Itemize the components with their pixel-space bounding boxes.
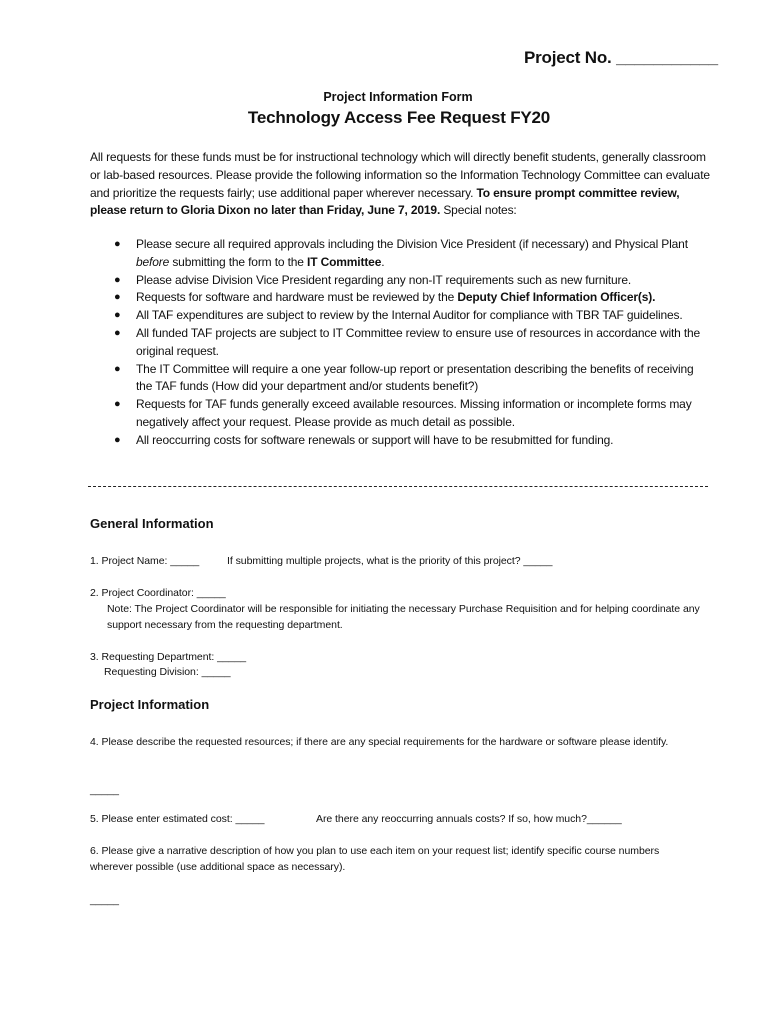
project-priority-field[interactable]: If submitting multiple projects, what is the priority of this project? _____: [227, 555, 553, 567]
note-text: Please secure all required approvals including the Division Vice President (if necessary) and Physical Plant: [136, 237, 688, 251]
list-item: [90, 396, 710, 432]
note-bold: IT Committee: [307, 254, 382, 269]
note-text: The IT Committee will require a one year follow-up report or presentation describing the benefits of receiving the TAF funds (How did your department and/or students benefit?): [136, 361, 694, 394]
recurring-cost-field[interactable]: Are there any reoccurring annuals costs? If so, how much?______: [316, 813, 622, 825]
bullet-icon: ●: [114, 291, 121, 304]
resources-question: 4. Please describe the requested resources; if there are any special requirements for the hardware or software please identify.: [90, 736, 669, 748]
note-text: All funded TAF projects are subject to IT Committee review to ensure use of resources in accordance with the original request.: [136, 325, 701, 358]
intro-paragraph: [90, 149, 712, 220]
note-text: All TAF expenditures are subject to review by the Internal Auditor for compliance with TBR TAF guidelines.: [136, 308, 683, 323]
project-info-heading: Project Information: [90, 697, 210, 712]
bullet-icon: ●: [114, 238, 121, 250]
bullet-icon: ●: [114, 362, 121, 375]
project-name-field[interactable]: 1. Project Name: _____: [90, 555, 200, 567]
bullet-icon: ●: [114, 398, 121, 411]
note-text: .: [381, 254, 385, 269]
note-text: Requests for TAF funds generally exceed available resources. Missing information or incomplete forms may negatively affect your request. Please provide as much detail as possible.: [136, 397, 692, 429]
list-item: [90, 236, 710, 272]
list-item: [90, 272, 710, 290]
bullet-icon: ●: [114, 326, 121, 339]
note-text: submitting the form to the: [169, 254, 308, 269]
bullet-icon: ●: [114, 309, 121, 322]
list-item: [90, 325, 710, 361]
note-text: Requests for software and hardware must be reviewed by the: [136, 290, 458, 305]
deadline-text: To ensure prompt committee review, please return to Gloria Dixon no later than Friday, June 7, 2019.: [90, 185, 680, 218]
list-item: [90, 432, 710, 450]
page-title: Technology Access Fee Request FY20: [247, 108, 551, 127]
project-coordinator-field[interactable]: 2. Project Coordinator: _____: [90, 587, 226, 599]
dashed-divider: [88, 486, 708, 487]
note-text: All reoccurring costs for software renewals or support will have to be resubmitted for funding.: [136, 432, 614, 447]
special-notes-list: [90, 236, 710, 450]
narrative-question: 6. Please give a narrative description of how you plan to use each item on your request list; identify specific course numbers wherever possible (use additional space as necessary).: [90, 845, 660, 873]
special-notes-label: Special notes:: [440, 203, 517, 218]
narrative-answer-field[interactable]: _____: [90, 894, 119, 906]
bullet-icon: ●: [114, 273, 121, 286]
resources-answer-field[interactable]: _____: [90, 784, 119, 796]
list-item: [90, 361, 710, 397]
form-label: Project Information Form: [323, 90, 473, 104]
bullet-icon: ●: [114, 433, 121, 446]
intro-text: All requests for these funds must be for instructional technology which will directly benefit students, generally classroom or lab-based resources. Please provide the following information so the Information Technology Committee can evaluate and prioritize the requests fairly; use additional paper wherever necessary.: [90, 150, 710, 200]
estimated-cost-field[interactable]: 5. Please enter estimated cost: _____: [90, 813, 265, 825]
list-item: [90, 289, 710, 307]
list-item: [90, 307, 710, 325]
general-info-heading: General Information: [90, 516, 214, 531]
requesting-division-field[interactable]: Requesting Division: _____: [104, 666, 231, 678]
coordinator-note: Note: The Project Coordinator will be responsible for initiating the necessary Purchase Requisition and for helping coordinate any support necessary from the requesting department.: [107, 603, 700, 631]
note-bold: Deputy Chief Information Officer(s).: [457, 290, 656, 305]
note-italic: before: [136, 254, 170, 269]
project-number: Project No. ___________: [524, 48, 718, 67]
note-text: Please advise Division Vice President regarding any non-IT requirements such as new furniture.: [136, 272, 632, 287]
requesting-department-field[interactable]: 3. Requesting Department: _____: [90, 651, 247, 663]
